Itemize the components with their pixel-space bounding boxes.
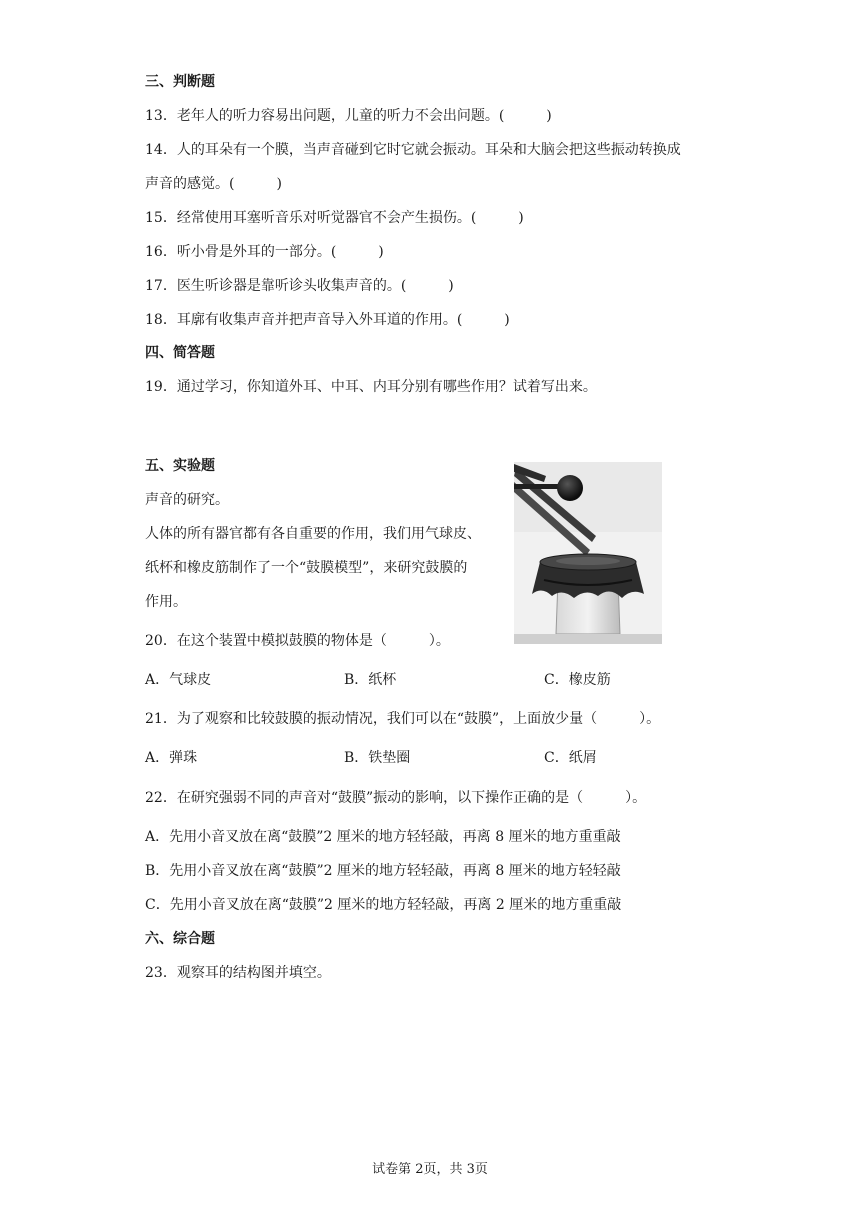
question-22: 22．在研究强弱不同的声音对“鼓膜”振动的影响，以下操作正确的是（ ）。 [145, 790, 647, 806]
question-21: 21．为了观察和比较鼓膜的振动情况，我们可以在“鼓膜”，上面放少量（ ）。 [145, 711, 661, 727]
question-20-option-b[interactable]: B．纸杯 [344, 672, 397, 688]
section-comprehensive-heading: 六、综合题 [145, 931, 215, 947]
question-23: 23．观察耳的结构图并填空。 [145, 965, 331, 981]
question-14-line1: 14．人的耳朵有一个膜，当声音碰到它时它就会振动。耳朵和大脑会把这些振动转换成 [145, 142, 681, 158]
question-21-option-b[interactable]: B．铁垫圈 [344, 750, 411, 766]
section-short-heading: 四、简答题 [145, 345, 215, 361]
question-22-option-b[interactable]: B．先用小音叉放在离“鼓膜”2 厘米的地方轻轻敲，再离 8 厘米的地方轻轻敲 [145, 863, 621, 879]
question-21-option-c[interactable]: C．纸屑 [544, 750, 597, 766]
question-15: 15．经常使用耳塞听音乐对听觉器官不会产生损伤。( ) [145, 210, 524, 226]
question-19: 19．通过学习，你知道外耳、中耳、内耳分别有哪些作用？试着写出来。 [145, 379, 597, 395]
question-16: 16．听小骨是外耳的一部分。( ) [145, 244, 384, 260]
question-20: 20．在这个装置中模拟鼓膜的物体是（ ）。 [145, 633, 450, 649]
experiment-intro-line2: 纸杯和橡皮筋制作了一个“鼓膜模型”，来研究鼓膜的 [145, 560, 468, 576]
experiment-intro-title: 声音的研究。 [145, 492, 229, 508]
question-20-option-c[interactable]: C．橡皮筋 [544, 672, 611, 688]
question-22-option-c[interactable]: C．先用小音叉放在离“鼓膜”2 厘米的地方轻轻敲，再离 2 厘米的地方重重敲 [145, 897, 622, 913]
experiment-intro-line1: 人体的所有器官都有各自重要的作用，我们用气球皮、 [145, 526, 481, 542]
question-22-option-a[interactable]: A．先用小音叉放在离“鼓膜”2 厘米的地方轻轻敲，再离 8 厘米的地方重重敲 [145, 829, 621, 845]
eardrum-model-photo [514, 462, 662, 644]
question-14-line2: 声音的感觉。( ) [145, 176, 282, 192]
question-18: 18．耳廓有收集声音并把声音导入外耳道的作用。( ) [145, 312, 510, 328]
experiment-intro-line3: 作用。 [145, 594, 187, 610]
question-13: 13．老年人的听力容易出问题，儿童的听力不会出问题。( ) [145, 108, 552, 124]
question-20-option-a[interactable]: A．气球皮 [145, 672, 212, 688]
question-21-option-a[interactable]: A．弹珠 [145, 750, 198, 766]
section-judge-heading: 三、判断题 [145, 74, 215, 90]
page-footer: 试卷第 2页，共 3页 [372, 1162, 488, 1177]
section-experiment-heading: 五、实验题 [145, 458, 215, 474]
question-17: 17．医生听诊器是靠听诊头收集声音的。( ) [145, 278, 454, 294]
